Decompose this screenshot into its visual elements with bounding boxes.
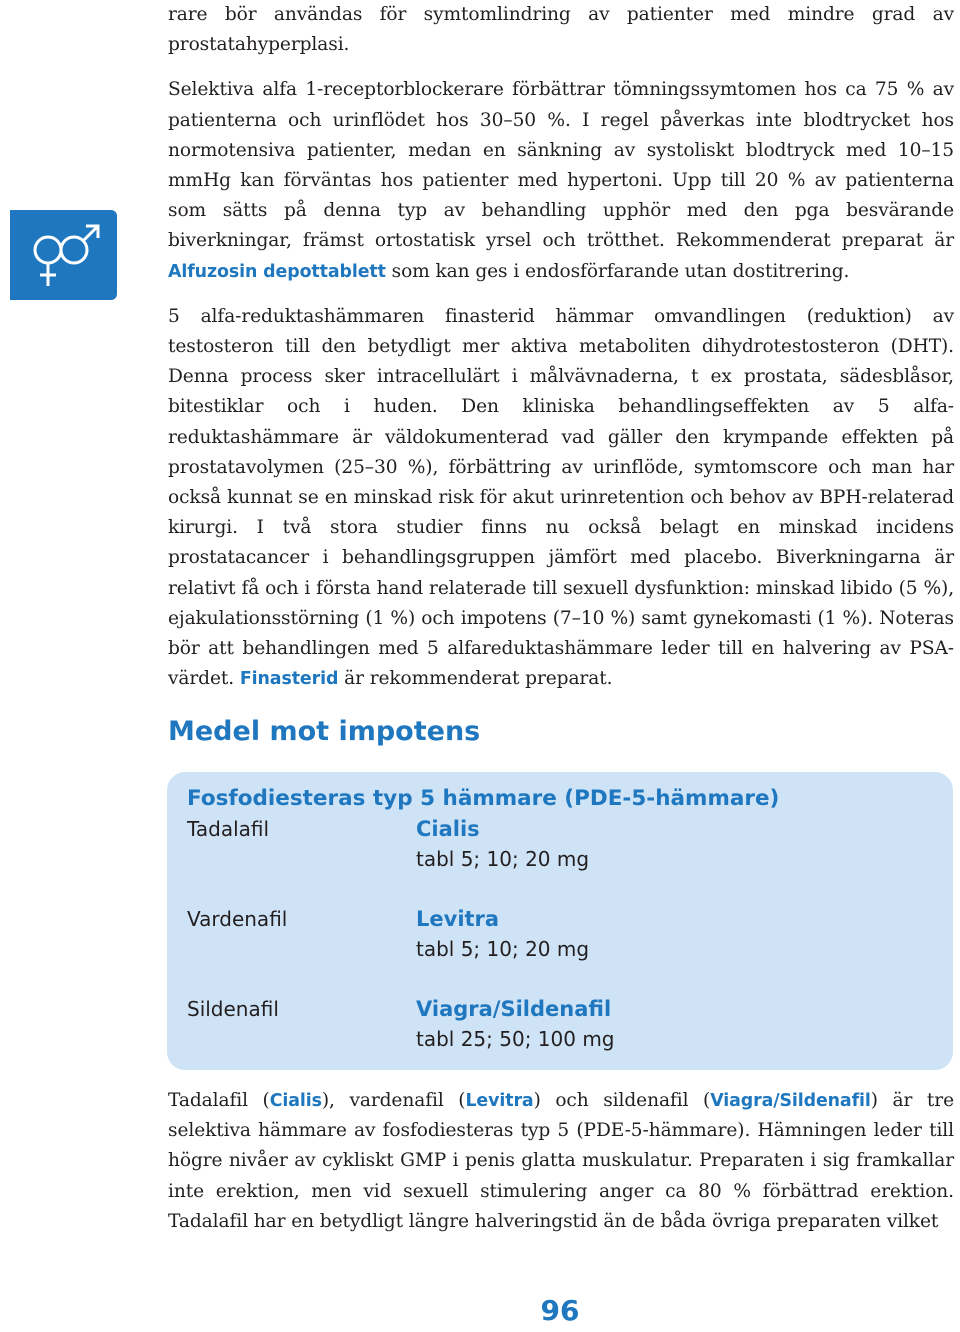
paragraph-finasterid-text-b: är rekommenderat preparat. [338,668,613,690]
generic-name: Vardenafil [187,907,288,931]
drug-row-tadalafil [187,814,933,874]
pde5-text-4: ) är tre selektiva hämmare av fosfodiesteras typ 5 (PDE-5-hämmare). Hämningen leder till högre nivåer av cykliskt GMP i penis glatta muskulatur. Preparaten i sig framkallar inte erektion, men vid sexuell stimulering anger ca 80 % förbättrad erektion. Tadalafil har en betydligt längre halveringstid än de båda övriga preparaten vilket [168,1090,954,1232]
drug-row-vardenafil [187,904,933,964]
brand-name: Viagra/Sildenafil [416,997,612,1021]
dose-text: tabl 25; 50; 100 mg [416,1027,615,1051]
drug-box-title: Fosfodiesteras typ 5 hämmare (PDE-5-hämmare) [187,786,780,811]
highlight-cialis: Cialis [269,1091,322,1111]
paragraph-intro-text: rare bör användas för symtomlindring av patienter med mindre grad av prostatahyperplasi. [168,4,954,56]
drug-row-sildenafil [187,994,933,1054]
drug-info-box [167,772,953,1070]
paragraph-alfa-text-a: Selektiva alfa 1-receptorblockerare förbättrar tömningssymtomen hos ca 75 % av patienterna och urinflödet hos 30–50 %. I regel påverkas inte blodtrycket hos normotensiva patienter, medan en sänkning av systoliskt blodtryck med 10–15 mmHg kan förväntas hos patienter med hypertoni. Upp till 20 % av patienterna som sätts på denna typ av behandling upphör med den pga besvärande biverkningar, främst ortostatisk yrsel och trötthet. Rekommenderat preparat är [168,79,954,252]
highlight-alfuzosin: Alfuzosin depottablett [168,261,386,282]
pde5-text-1: Tadalafil ( [168,1090,270,1111]
paragraph-finasterid [168,302,954,695]
dose-text: tabl 5; 10; 20 mg [416,847,590,871]
section-tab [10,210,117,300]
generic-name: Sildenafil [187,997,279,1021]
gender-symbols-icon [24,218,106,292]
paragraph-alfa-blockers [168,75,954,286]
paragraph-intro [168,0,954,60]
highlight-viagra: Viagra/Sildenafil [710,1091,871,1111]
dose-text: tabl 5; 10; 20 mg [416,937,590,961]
brand-name: Levitra [416,907,500,931]
generic-name: Tadalafil [187,817,270,841]
highlight-levitra: Levitra [465,1091,534,1111]
brand-name: Cialis [416,817,480,841]
highlight-finasterid: Finasterid [239,669,339,690]
page-number: 96 [540,1294,580,1327]
pde5-text-3: ) och sildenafil ( [533,1090,711,1111]
pde5-text-2: ), vardenafil ( [321,1090,466,1111]
main-text [168,0,954,694]
paragraph-alfa-text-b: som kan ges i endosförfarande utan dostitrering. [385,260,850,282]
paragraph-finasterid-text-a: 5 alfa-reduktashämmaren finasterid hämmar omvandlingen (reduktion) av testosteron till den betydligt mer aktiva metaboliten dihydrotestosteron (DHT). Denna process sker intracellulärt i målvävnaderna, t ex prostata, sädesblåsor, bitestiklar och i huden. Den kliniska behandlingseffekten av 5 alfa-reduktashämmare är väldokumenterad vad gäller den krympande effekten på prostatavolymen (25–30 %), förbättring av urinflöde, symtomscore och man har också kunnat se en minskad risk för akut urinretention och behov av BPH-relaterad kirurgi. I två stora studier finns nu också belagt en minskad incidens prostatacancer i behandlingsgruppen jämfört med placebo. Biverkningarna är relativt få och i första hand relaterade till sexuell dysfunktion: minskad libido (5 %), ejakulationsstörning (1 %) och impotens (7–10 %) samt gynekomasti (1 %). Noteras bör att behandlingen med 5 alfareduktashämmare leder till en halvering av PSA-värdet. [168,305,954,690]
pde5-text [168,1086,954,1237]
section-heading: Medel mot impotens [168,716,481,747]
paragraph-pde5 [168,1086,954,1237]
